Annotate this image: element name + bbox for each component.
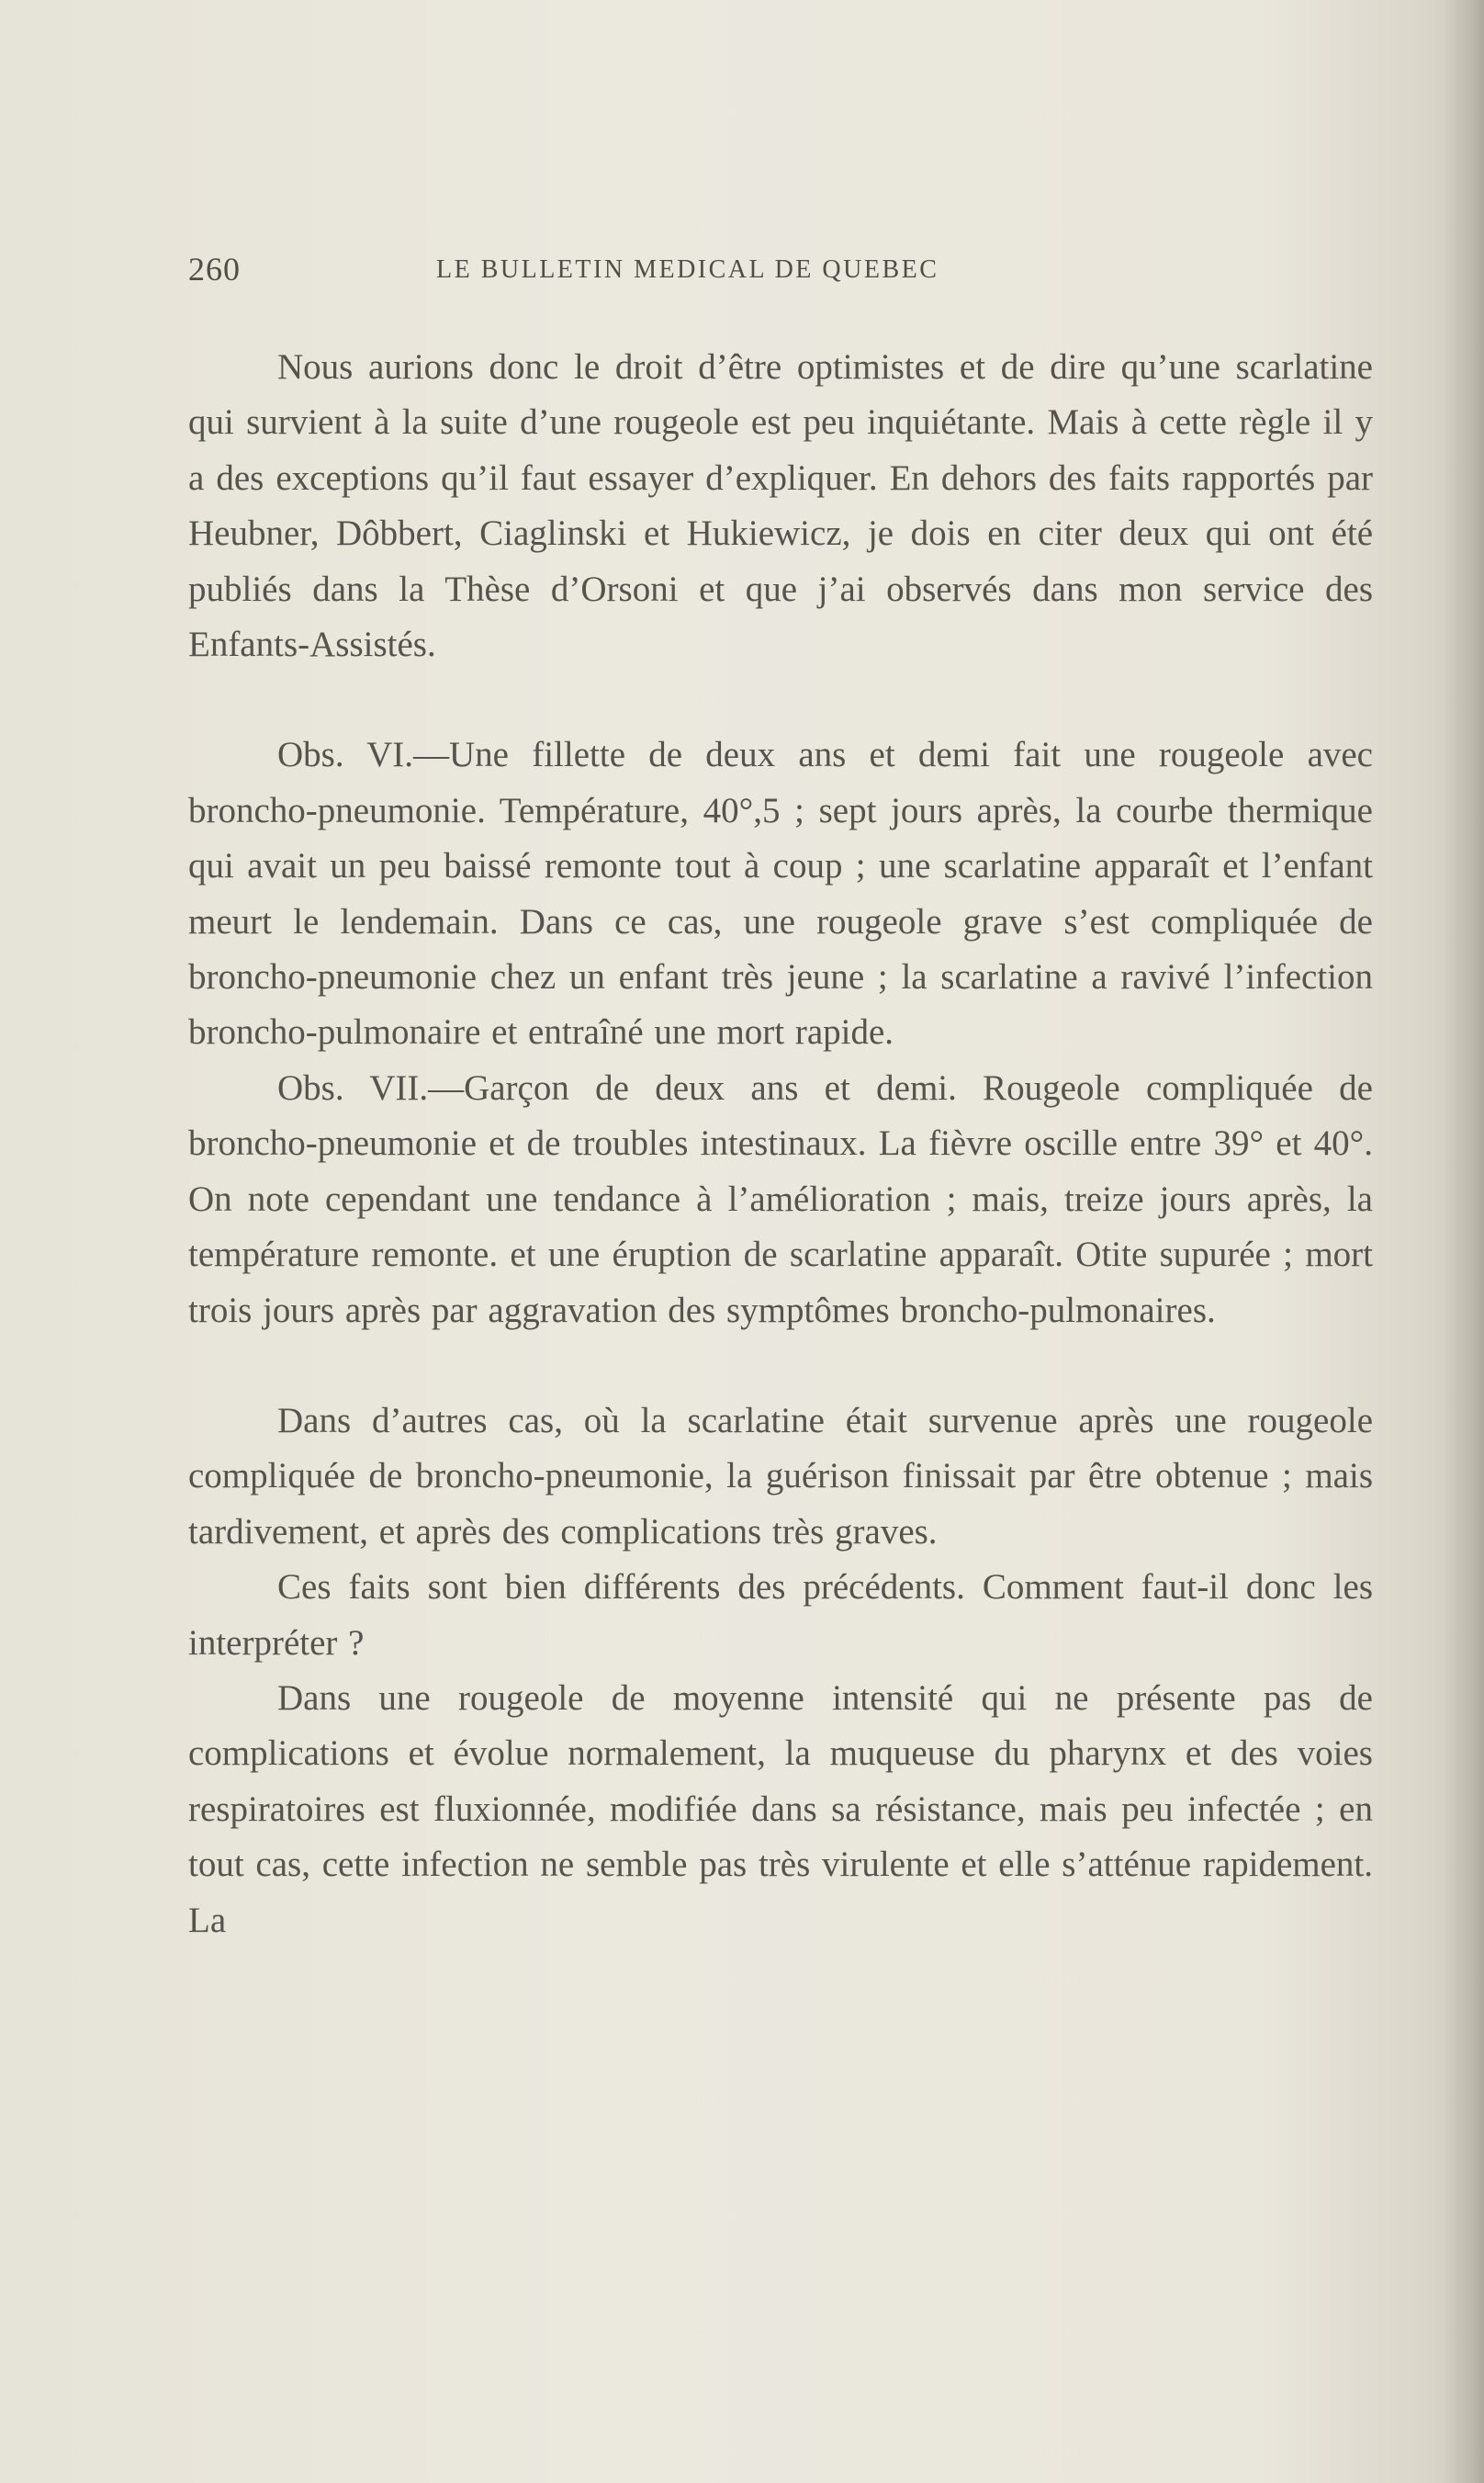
- paragraph-obs-vi: Obs. VI.—Une fillette de deux ans et demi fait une rougeole avec broncho-pneumonie. Température, 40°,5 ; sept jours après, la courbe thermique qui avait un peu baissé remonte tout à coup ; une scarlatine apparaît et l’enfant meurt le lendemain. Dans ce cas, une rougeole grave s’est compliquée de broncho-pneumonie chez un enfant très jeune ; la scarlatine a ravivé l’infection broncho-pulmonaire et entraîné une mort rapide.: [188, 735, 1373, 1053]
- page-edge-shadow: [1443, 0, 1484, 2483]
- paragraph-intro: Nous aurions donc le droit d’être optimistes et de dire qu’une scarlatine qui survient à la suite d’une rougeole est peu inquiétante. Mais à cette règle il y a des exceptions qu’il faut essayer d’expliquer. En dehors des faits rapportés par Heubner, Dôbbert, Ciaglinski et Hukiewicz, je dois en citer deux qui ont été publiés dans la Thèse d’Orsoni et que j’ai observés dans mon service des Enfants-Assistés.: [188, 347, 1373, 665]
- running-title: LE BULLETIN MEDICAL DE QUEBEC: [436, 255, 939, 284]
- paragraph-explanation: Dans une rougeole de moyenne intensité qui ne présente pas de complications et évolue normalement, la muqueuse du pharynx et des voies respiratoires est fluxionnée, modifiée dans sa résistance, mais peu infectée ; en tout cas, cette infection ne semble pas très virulente et elle s’atténue rapidement. La: [188, 1677, 1373, 1940]
- paragraph-other-cases: Dans d’autres cas, où la scarlatine était survenue après une rougeole compliquée de broncho-pneumonie, la guérison finissait par être obtenue ; mais tardivement, et après des complications très graves.: [188, 1400, 1373, 1552]
- page-number: 260: [188, 251, 241, 288]
- paragraph-question: Ces faits sont bien différents des précédents. Comment faut-il donc les interpréter ?: [188, 1567, 1373, 1663]
- paragraph-obs-vii: Obs. VII.—Garçon de deux ans et demi. Rougeole compliquée de broncho-pneumonie et de troubles intestinaux. La fièvre oscille entre 39° et 40°. On note cependant une tendance à l’amélioration ; mais, treize jours après, la température remonte. et une éruption de scarlatine apparaît. Otite supurée ; mort trois jours après par aggravation des symptômes broncho-pulmonaires.: [188, 1067, 1373, 1330]
- body-text: [188, 340, 1373, 1948]
- page-header: [188, 250, 1373, 296]
